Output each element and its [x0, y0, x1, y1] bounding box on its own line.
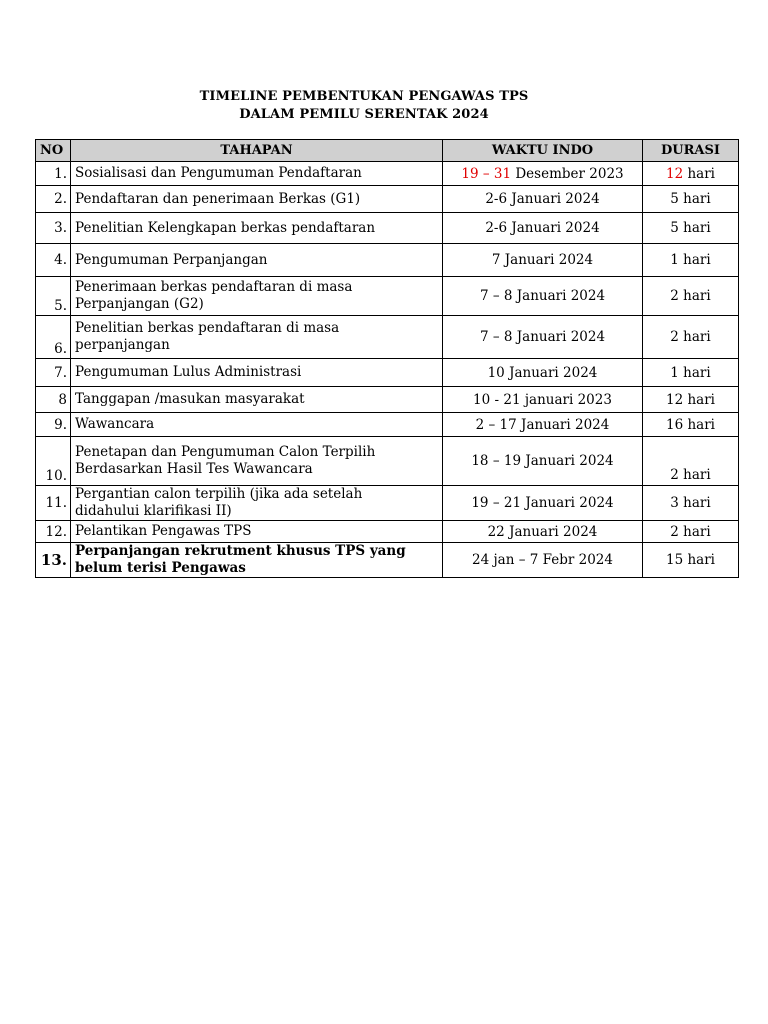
table-row — [36, 316, 739, 359]
row-no: 3. — [36, 213, 71, 244]
row-tahapan: Pengumuman Lulus Administrasi — [71, 359, 443, 387]
row-no: 4. — [36, 244, 71, 277]
tahapan-line-1: Perpanjangan rekrutment khusus TPS yang — [75, 543, 406, 559]
row-no: 2. — [36, 186, 71, 213]
waktu-highlight: 19 – 31 — [461, 165, 512, 182]
row-tahapan: Pelantikan Pengawas TPS — [71, 521, 443, 543]
row-tahapan: Sosialisasi dan Pengumuman Pendaftaran — [71, 162, 443, 186]
header-durasi: DURASI — [643, 140, 739, 162]
row-no: 10. — [36, 437, 71, 486]
row-tahapan: Wawancara — [71, 413, 443, 437]
row-durasi: 5 hari — [643, 213, 739, 244]
table-row — [36, 186, 739, 213]
row-waktu: 10 - 21 januari 2023 — [443, 387, 643, 413]
row-no: 8 — [36, 387, 71, 413]
tahapan-line-2: belum terisi Pengawas — [75, 560, 246, 576]
row-tahapan: Pendaftaran dan penerimaan Berkas (G1) — [71, 186, 443, 213]
row-no: 5. — [36, 277, 71, 316]
row-waktu: 7 – 8 Januari 2024 — [443, 277, 643, 316]
header-tahapan: TAHAPAN — [71, 140, 443, 162]
row-durasi: 1 hari — [643, 359, 739, 387]
row-durasi: 12 hari — [643, 387, 739, 413]
row-waktu: 7 Januari 2024 — [443, 244, 643, 277]
tahapan-line-2: Perpanjangan (G2) — [75, 296, 204, 312]
tahapan-line-2: Berdasarkan Hasil Tes Wawancara — [75, 461, 313, 477]
row-no: 9. — [36, 413, 71, 437]
title-line-2: DALAM PEMILU SERENTAK 2024 — [239, 107, 489, 122]
table-row — [36, 213, 739, 244]
row-no: 11. — [36, 486, 71, 521]
row-no: 6. — [36, 316, 71, 359]
row-waktu: 7 – 8 Januari 2024 — [443, 316, 643, 359]
table-row — [36, 387, 739, 413]
row-waktu: 2-6 Januari 2024 — [443, 213, 643, 244]
tahapan-line-1: Penelitian berkas pendaftaran di masa — [75, 320, 340, 336]
header-waktu: WAKTU INDO — [443, 140, 643, 162]
table-row — [36, 277, 739, 316]
row-durasi: 2 hari — [643, 277, 739, 316]
row-waktu: 10 Januari 2024 — [443, 359, 643, 387]
tahapan-line-1: Penetapan dan Pengumuman Calon Terpilih — [75, 444, 376, 460]
row-durasi: 5 hari — [643, 186, 739, 213]
row-no: 7. — [36, 359, 71, 387]
row-tahapan — [71, 486, 443, 521]
document-title — [0, 88, 728, 124]
row-waktu — [443, 162, 643, 186]
row-durasi: 15 hari — [643, 543, 739, 578]
timeline-table — [35, 139, 739, 578]
table-row — [36, 437, 739, 486]
title-line-1: TIMELINE PEMBENTUKAN PENGAWAS TPS — [199, 89, 529, 104]
table-row — [36, 244, 739, 277]
row-durasi: 2 hari — [643, 437, 739, 486]
table-header-row — [36, 140, 739, 162]
row-waktu: 22 Januari 2024 — [443, 521, 643, 543]
table-row — [36, 359, 739, 387]
table-row — [36, 413, 739, 437]
table-row — [36, 543, 739, 578]
row-waktu: 24 jan – 7 Febr 2024 — [443, 543, 643, 578]
tahapan-line-1: Pergantian calon terpilih (jika ada setelah — [75, 486, 363, 502]
row-waktu: 18 – 19 Januari 2024 — [443, 437, 643, 486]
row-durasi: 1 hari — [643, 244, 739, 277]
row-no: 1. — [36, 162, 71, 186]
row-durasi — [643, 162, 739, 186]
table-row — [36, 162, 739, 186]
row-durasi: 3 hari — [643, 486, 739, 521]
row-waktu: 19 – 21 Januari 2024 — [443, 486, 643, 521]
row-tahapan — [71, 543, 443, 578]
tahapan-line-2: perpanjangan — [75, 337, 170, 353]
table-row — [36, 486, 739, 521]
row-tahapan — [71, 437, 443, 486]
row-durasi: 2 hari — [643, 316, 739, 359]
table-row — [36, 521, 739, 543]
tahapan-line-2: didahului klarifikasi II) — [75, 503, 232, 519]
row-no: 12. — [36, 521, 71, 543]
row-waktu: 2-6 Januari 2024 — [443, 186, 643, 213]
header-no: NO — [36, 140, 71, 162]
waktu-rest: Desember 2023 — [511, 165, 624, 182]
row-durasi: 2 hari — [643, 521, 739, 543]
row-tahapan — [71, 316, 443, 359]
row-tahapan — [71, 277, 443, 316]
durasi-rest: hari — [683, 165, 715, 182]
row-waktu: 2 – 17 Januari 2024 — [443, 413, 643, 437]
row-tahapan: Penelitian Kelengkapan berkas pendaftaran — [71, 213, 443, 244]
row-durasi: 16 hari — [643, 413, 739, 437]
tahapan-line-1: Penerimaan berkas pendaftaran di masa — [75, 279, 353, 295]
row-tahapan: Pengumuman Perpanjangan — [71, 244, 443, 277]
durasi-highlight: 12 — [666, 165, 684, 182]
row-tahapan: Tanggapan /masukan masyarakat — [71, 387, 443, 413]
row-no: 13. — [36, 543, 71, 578]
